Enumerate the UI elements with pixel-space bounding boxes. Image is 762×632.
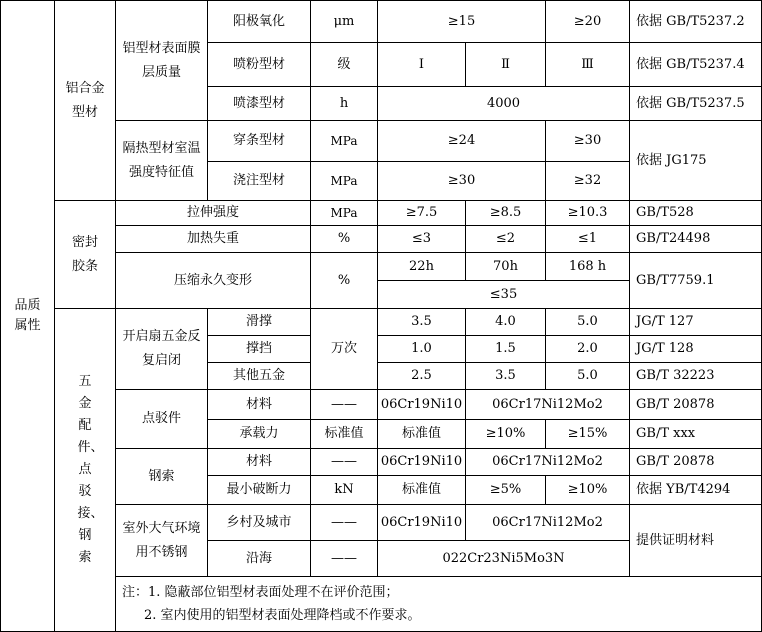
sash-value: 1.5: [466, 336, 546, 363]
point-unit: 标准值: [311, 420, 378, 449]
film-std: 依据 GB/T5237.5: [630, 87, 762, 121]
outdoor-unit: ——: [311, 505, 378, 541]
seal-std: GB/T24498: [630, 226, 762, 253]
film-unit: 级: [311, 43, 378, 87]
film-unit: μm: [311, 1, 378, 43]
point-item: 材料: [208, 390, 311, 420]
outdoor-unit: ——: [311, 541, 378, 577]
sash-item: 滑撑: [208, 309, 311, 336]
cable-std: GB/T 20878: [630, 449, 762, 476]
insul-value: ≥24: [378, 121, 546, 162]
sash-value: 1.0: [378, 336, 466, 363]
hardware-group: 五金配件、点驳接、钢索: [55, 309, 116, 632]
sash-value: 3.5: [378, 309, 466, 336]
cable-item: 最小破断力: [208, 476, 311, 505]
seal-item: 拉伸强度: [116, 201, 311, 226]
sash-item: 其他五金: [208, 363, 311, 390]
seal-item: 压缩永久变形: [116, 253, 311, 309]
film-item: 阳极氧化: [208, 1, 311, 43]
point-unit: ——: [311, 390, 378, 420]
sash-label: 开启扇五金反复启闭: [116, 309, 208, 390]
seal-hours: 22h: [378, 253, 466, 281]
point-value: 06Cr17Ni12Mo2: [466, 390, 630, 420]
cable-value: 标准值: [378, 476, 466, 505]
cable-value: ≥5%: [466, 476, 546, 505]
cable-std: 依据 YB/T4294: [630, 476, 762, 505]
seal-unit: %: [311, 253, 378, 309]
category-cell: 品质属性: [1, 1, 55, 632]
sash-value: 5.0: [546, 309, 630, 336]
outdoor-item: 沿海: [208, 541, 311, 577]
film-std: 依据 GB/T5237.2: [630, 1, 762, 43]
seal-value: ≥8.5: [466, 201, 546, 226]
film-value: Ⅰ: [378, 43, 466, 87]
sash-std: GB/T 32223: [630, 363, 762, 390]
insul-label: 隔热型材室温强度特征值: [116, 121, 208, 201]
cable-unit: kN: [311, 476, 378, 505]
note-1: 注：1. 隐蔽部位铝型材表面处理不在评价范围；: [122, 585, 399, 600]
seal-value: ≥7.5: [378, 201, 466, 226]
point-std: GB/T 20878: [630, 390, 762, 420]
seal-unit: MPa: [311, 201, 378, 226]
sash-value: 3.5: [466, 363, 546, 390]
sash-std: JG/T 128: [630, 336, 762, 363]
film-item: 喷漆型材: [208, 87, 311, 121]
alloy-group: 铝合金型材: [55, 1, 116, 201]
insul-value: ≥32: [546, 162, 630, 201]
sash-unit: 万次: [311, 309, 378, 390]
insul-value: ≥30: [546, 121, 630, 162]
point-value: 06Cr19Ni10: [378, 390, 466, 420]
seal-std: GB/T7759.1: [630, 253, 762, 309]
outdoor-label: 室外大气环境用不锈钢: [116, 505, 208, 577]
cable-value: ≥10%: [546, 476, 630, 505]
insul-unit: MPa: [311, 162, 378, 201]
point-value: 标准值: [378, 420, 466, 449]
seal-value: ≤3: [378, 226, 466, 253]
film-value: Ⅲ: [546, 43, 630, 87]
cable-value: 06Cr17Ni12Mo2: [466, 449, 630, 476]
seal-unit: %: [311, 226, 378, 253]
film-std: 依据 GB/T5237.4: [630, 43, 762, 87]
seal-item: 加热失重: [116, 226, 311, 253]
sash-value: 5.0: [546, 363, 630, 390]
point-value: ≥10%: [466, 420, 546, 449]
insul-item: 穿条型材: [208, 121, 311, 162]
seal-hours: 70h: [466, 253, 546, 281]
outdoor-std: 提供证明材料: [630, 505, 762, 577]
point-value: ≥15%: [546, 420, 630, 449]
seal-std: GB/T528: [630, 201, 762, 226]
point-std: GB/T xxx: [630, 420, 762, 449]
cable-item: 材料: [208, 449, 311, 476]
sash-value: 2.5: [378, 363, 466, 390]
outdoor-item: 乡村及城市: [208, 505, 311, 541]
sash-value: 4.0: [466, 309, 546, 336]
seal-value: ≤35: [378, 281, 630, 309]
seal-value: ≤2: [466, 226, 546, 253]
seal-value: ≥10.3: [546, 201, 630, 226]
sash-value: 2.0: [546, 336, 630, 363]
cable-label: 钢索: [116, 449, 208, 505]
cable-unit: ——: [311, 449, 378, 476]
insul-std: 依据 JG175: [630, 121, 762, 201]
insul-item: 浇注型材: [208, 162, 311, 201]
point-label: 点驳件: [116, 390, 208, 449]
film-value: ≥15: [378, 1, 546, 43]
film-value: Ⅱ: [466, 43, 546, 87]
film-item: 喷粉型材: [208, 43, 311, 87]
insul-unit: MPa: [311, 121, 378, 162]
sash-item: 撑挡: [208, 336, 311, 363]
outdoor-value: 06Cr19Ni10: [378, 505, 466, 541]
film-value: ≥20: [546, 1, 630, 43]
film-label: 铝型材表面膜层质量: [116, 1, 208, 121]
film-unit: h: [311, 87, 378, 121]
cable-value: 06Cr19Ni10: [378, 449, 466, 476]
outdoor-value: 06Cr17Ni12Mo2: [466, 505, 630, 541]
sash-std: JG/T 127: [630, 309, 762, 336]
point-item: 承载力: [208, 420, 311, 449]
seal-group: 密封胶条: [55, 201, 116, 309]
note-2: 2. 室内使用的铝型材表面处理降档或不作要求。: [144, 608, 421, 623]
seal-hours: 168 h: [546, 253, 630, 281]
outdoor-value: 022Cr23Ni5Mo3N: [378, 541, 630, 577]
film-value: 4000: [378, 87, 630, 121]
insul-value: ≥30: [378, 162, 546, 201]
notes-cell: [116, 577, 762, 632]
seal-value: ≤1: [546, 226, 630, 253]
